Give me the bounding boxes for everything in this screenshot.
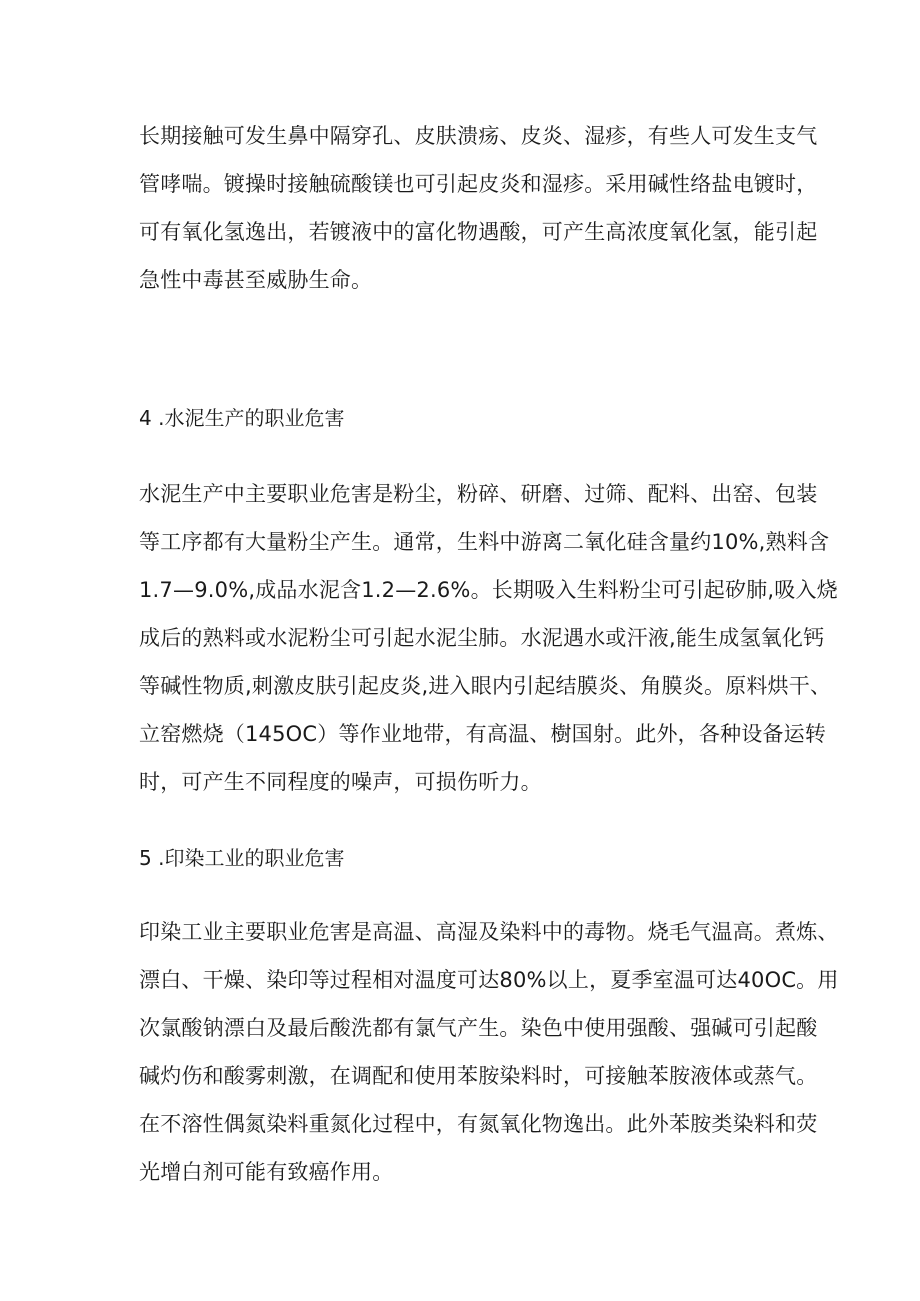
paragraph-line: 管哮喘。镀操时接触硫酸镁也可引起皮炎和湿疹。采用碱性络盐电镀时，	[139, 172, 818, 196]
paragraph-line: 等工序都有大量粉尘产生。通常，生料中游离二氧化硅含量约10%,熟料含	[139, 530, 830, 554]
paragraph-line: 光增白剂可能有致癌作用。	[139, 1160, 394, 1184]
paragraph-line: 成后的熟料或水泥粉尘可引起水泥尘肺。水泥遇水或汗液,能生成氢氧化钙	[139, 626, 825, 650]
paragraph-line: 次氯酸钠漂白及最后酸洗都有氯气产生。染色中使用强酸、强碱可引起酸	[139, 1016, 818, 1040]
paragraph-line: 时，可产生不同程度的噪声，可损伤听力。	[139, 770, 542, 794]
paragraph-line: 印染工业主要职业危害是高温、高湿及染料中的毒物。烧毛气温高。煮炼、	[139, 920, 839, 944]
paragraph-line: 长期接触可发生鼻中隔穿孔、皮肤溃疡、皮炎、湿疹，有些人可发生支气	[139, 124, 818, 148]
section-heading-dyeing: 5 .印染工业的职业危害	[139, 846, 345, 870]
paragraph-line: 可有氧化氢逸出，若镀液中的富化物遇酸，可产生高浓度氧化氢，能引起	[139, 220, 818, 244]
section-heading-cement: 4 .水泥生产的职业危害	[139, 406, 345, 430]
paragraph-line: 水泥生产中主要职业危害是粉尘，粉碎、研磨、过筛、配料、出窑、包装	[139, 482, 818, 506]
paragraph-line: 1.7—9.0%,成品水泥含1.2—2.6%。长期吸入生料粉尘可引起矽肺,吸入烧	[139, 578, 838, 602]
paragraph-line: 碱灼伤和酸雾刺激，在调配和使用苯胺染料时，可接触苯胺液体或蒸气。	[139, 1064, 818, 1088]
paragraph-line: 漂白、干燥、染印等过程相对温度可达80%以上，夏季室温可达40OC。用	[139, 968, 839, 992]
paragraph-line: 等碱性物质,刺激皮肤引起皮炎,进入眼内引起结膜炎、角膜炎。原料烘干、	[139, 674, 832, 698]
paragraph-line: 立窑燃烧（145OC）等作业地带，有高温、樹国射。此外，各种设备运转	[139, 722, 827, 746]
paragraph-line: 在不溶性偶氮染料重氮化过程中，有氮氧化物逸出。此外苯胺类染料和荧	[139, 1112, 818, 1136]
paragraph-line: 急性中毒甚至威胁生命。	[139, 268, 373, 292]
